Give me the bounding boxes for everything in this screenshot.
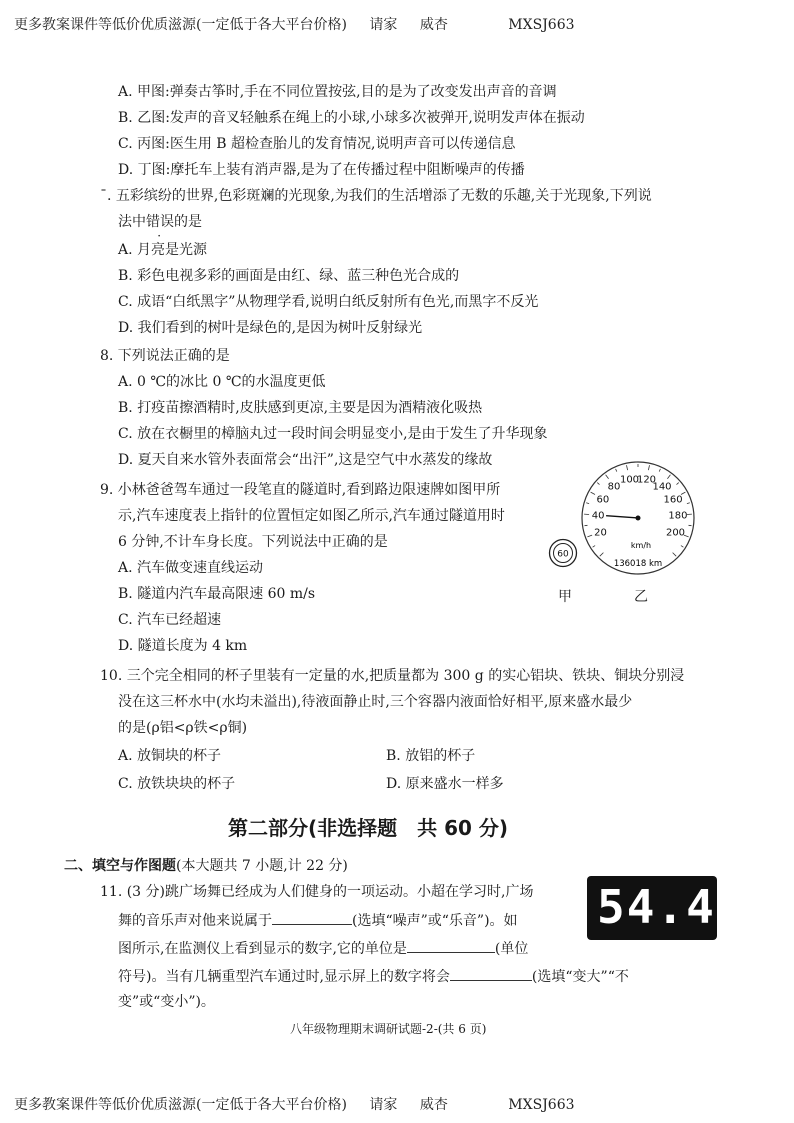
- q10-option-d: D. 原来盛水一样多: [386, 776, 504, 792]
- q11-blank-1[interactable]: [272, 910, 352, 925]
- q9-option-d: D. 隧道长度为 4 km: [118, 638, 248, 654]
- q11-line2-text-a: 舞的音乐声对他来说属于: [118, 913, 272, 929]
- top-banner: [14, 14, 575, 34]
- q7-stem-line2: [118, 212, 202, 232]
- figure-a-caption: 甲: [558, 589, 572, 605]
- q8-option-c: C. 放在衣橱里的樟脑丸过一段时间会明显变小,是由于发生了升华现象: [118, 426, 548, 442]
- q11-line4: [118, 966, 629, 987]
- q9-option-b: B. 隧道内汽车最高限速 60 m/s: [118, 586, 316, 602]
- q11-line4-text-b: (选填“变大”“不: [531, 969, 629, 985]
- q9-stem-line1: 9. 小林爸爸驾车通过一段笔直的隧道时,看到路边限速牌如图甲所: [100, 482, 501, 498]
- q10-stem-line1: 10. 三个完全相同的杯子里装有一定量的水,把质量都为 300 g 的实心铝块、铁块、铜块分别浸: [100, 668, 685, 684]
- q11-line4-text-a: 符号)。当有几辆重型汽车通过时,显示屏上的数字将会: [118, 969, 450, 985]
- gauge-label: 120: [636, 474, 657, 486]
- q10-option-c: C. 放铁块块的杯子: [118, 776, 236, 792]
- q7-option-d: D. 我们看到的树叶是绿色的,是因为树叶反射绿光: [118, 320, 423, 336]
- section-two-heading: [64, 856, 348, 876]
- q11-line2-text-b: (选填“噪声”或“乐音”)。如: [352, 913, 518, 929]
- q11-blank-3[interactable]: [450, 966, 532, 981]
- banner-code: MXSJ663: [508, 17, 575, 33]
- q8-option-b: B. 打疫苗擦酒精时,皮肤感到更凉,主要是因为酒精液化吸热: [118, 400, 483, 416]
- q7-option-c: C. 成语“白纸黑字”从物理学看,说明白纸反射所有色光,而黑字不反光: [118, 294, 539, 310]
- q7-option-a: A. 月亮是光源: [118, 242, 208, 258]
- gauge-label: 80: [607, 481, 621, 493]
- gauge-label: 140: [652, 481, 672, 493]
- page-footer: 八年级物理期末调研试题-2-(共 6 页): [290, 1022, 487, 1036]
- gauge-label: 20: [594, 527, 607, 539]
- bottom-banner-contact: 威杏: [419, 1097, 448, 1113]
- gauge-label: 60: [596, 494, 610, 506]
- q8-option-d: D. 夏天自来水管外表面常会“出汗”,这是空气中水蒸发的缘故: [118, 452, 493, 468]
- q11-line3-text-b: (单位: [494, 941, 529, 957]
- q6-option-d: D. 丁图:摩托车上装有消声器,是为了在传播过程中阻断噪声的传播: [118, 162, 525, 178]
- q8-stem: 8. 下列说法正确的是: [100, 348, 230, 364]
- gauge-label: 180: [668, 510, 688, 522]
- q9-option-c: C. 汽车已经超速: [118, 612, 222, 628]
- q7-stem-part3: 的是: [174, 214, 202, 230]
- q10-option-a: A. 放铜块的杯子: [118, 748, 222, 764]
- bottom-banner-please: 请家: [369, 1097, 398, 1113]
- q7-emphasis-word: 错误: [146, 214, 174, 230]
- q11-line1: 11. (3 分)跳广场舞已经成为人们健身的一项运动。小超在学习时,广场: [100, 884, 534, 900]
- figure-b-caption: 乙: [634, 589, 648, 605]
- gauge-label: 40: [591, 510, 605, 522]
- gauge-label: 160: [663, 494, 683, 506]
- q10-stem-line3: 的是(ρ铝<ρ铁<ρ铜): [118, 720, 248, 736]
- gauge-label: 100: [619, 474, 640, 486]
- bottom-banner: [14, 1094, 575, 1114]
- q6-option-a: A. 甲图:弹奏古筝时,手在不同位置按弦,目的是为了改变发出声音的音调: [118, 84, 557, 100]
- q7-stem-part1: 法中: [118, 214, 146, 230]
- q10-stem-line2: 没在这三杯水中(水均未溢出),待液面静止时,三个容器内液面恰好相平,原来盛水最少: [118, 694, 633, 710]
- banner-contact: 威杏: [419, 17, 448, 33]
- q9-stem-line2: 示,汽车速度表上指针的位置恒定如图乙所示,汽车通过隧道用时: [118, 508, 505, 524]
- q9-option-a: A. 汽车做变速直线运动: [118, 560, 264, 576]
- q9-stem-line3: 6 分钟,不计车身长度。下列说法中正确的是: [118, 534, 388, 550]
- q11-line2: [118, 910, 518, 931]
- noise-monitor-display: [587, 876, 717, 940]
- section-two-note: (本大题共 7 小题,计 22 分): [176, 858, 348, 874]
- q11-line3: [118, 938, 528, 959]
- q8-option-a: A. 0 ℃的冰比 0 ℃的水温度更低: [118, 374, 326, 390]
- gauge-unit: km/h: [630, 541, 652, 550]
- bottom-banner-text: 更多教案课件等低价优质滋源(一定低于各大平台价格): [14, 1097, 347, 1113]
- part-two-title: 第二部分(非选择题 共 60 分): [228, 816, 509, 840]
- speed-sign-value: 60: [557, 549, 569, 560]
- q7-option-b: B. 彩色电视多彩的画面是由红、绿、蓝三种色光合成的: [118, 268, 460, 284]
- section-two-label: 二、填空与作图题: [64, 858, 176, 874]
- speedometer-gauge: [574, 460, 704, 576]
- q7-stem-line1: ¯. 五彩缤纷的世界,色彩斑斓的光现象,为我们的生活增添了无数的乐趣,关于光现象,下列说: [100, 188, 652, 204]
- banner-text: 更多教案课件等低价优质滋源(一定低于各大平台价格): [14, 17, 347, 33]
- q10-option-b: B. 放铝的杯子: [386, 748, 476, 764]
- gauge-label: 200: [665, 527, 686, 539]
- q6-option-b: B. 乙图:发声的音叉轻触系在绳上的小球,小球多次被弹开,说明发声体在振动: [118, 110, 585, 126]
- q11-line5: 变”或“变小”)。: [118, 994, 215, 1010]
- q11-line3-text-a: 图所示,在监测仪上看到显示的数字,它的单位是: [118, 941, 407, 957]
- q11-blank-2[interactable]: [407, 938, 495, 953]
- gauge-odometer: 136018 km: [613, 559, 663, 569]
- banner-please: 请家: [369, 17, 398, 33]
- bottom-banner-code: MXSJ663: [508, 1097, 575, 1113]
- q6-option-c: C. 丙图:医生用 B 超检查胎儿的发育情况,说明声音可以传递信息: [118, 136, 516, 152]
- noise-monitor-reading: 54.4: [597, 880, 716, 934]
